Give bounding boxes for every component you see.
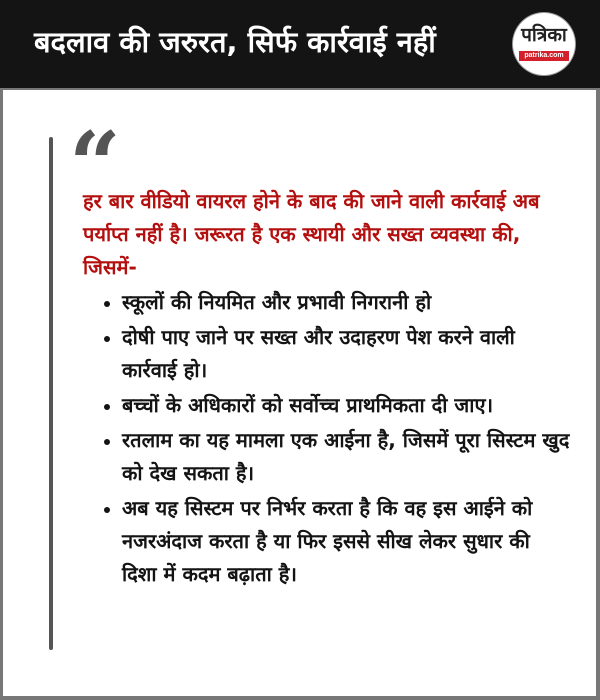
bullet-text: स्कूलों की नियमित और प्रभावी निगरानी हो bbox=[122, 290, 432, 314]
page-title: बदलाव की जरुरत, सिर्फ कार्रवाई नहीं bbox=[34, 25, 436, 59]
bullet-text: दोषी पाए जाने पर सख्त और उदाहरण पेश करने वाली कार्रवाई हो। bbox=[122, 325, 515, 382]
quote-panel bbox=[3, 90, 596, 696]
bullet-item bbox=[100, 321, 570, 387]
bullet-text: बच्चों के अधिकारों को सर्वोच्च प्राथमिकता दी जाए। bbox=[122, 393, 494, 417]
patrika-logo bbox=[513, 13, 575, 75]
bullet-text: रतलाम का यह मामला एक आईना है, जिसमें पूरा सिस्टम खुद को देख सकता है। bbox=[122, 428, 570, 485]
lead-text: हर बार वीडियो वायरल होने के बाद की जाने वाली कार्रवाई अब पर्याप्त नहीं है। जरूरत है एक स्थायी और सख्त व्यवस्था की, जिसमें- bbox=[83, 189, 540, 279]
bullet-dot-icon bbox=[104, 336, 110, 342]
bullet-text: अब यह सिस्टम पर निर्भर करता है कि वह इस आईने को नजरअंदाज करता है या फिर इससे सीख लेकर सुधार की दिशा में कदम बढ़ाता है। bbox=[122, 496, 533, 586]
bullet-list bbox=[100, 286, 570, 593]
bullet-item bbox=[100, 286, 570, 319]
logo-domain: patrika.com bbox=[519, 51, 569, 61]
bullet-dot-icon bbox=[104, 301, 110, 307]
bullet-dot-icon bbox=[104, 439, 110, 445]
bullet-item bbox=[100, 492, 570, 591]
bullet-dot-icon bbox=[104, 404, 110, 410]
quote-bar bbox=[49, 137, 53, 650]
bullet-item bbox=[100, 424, 570, 490]
bullet-item bbox=[100, 389, 570, 422]
logo-name: पत्रिका bbox=[521, 24, 567, 46]
quote-mark-icon: “ bbox=[69, 112, 121, 218]
bullet-dot-icon bbox=[104, 507, 110, 513]
header-banner bbox=[0, 0, 600, 88]
